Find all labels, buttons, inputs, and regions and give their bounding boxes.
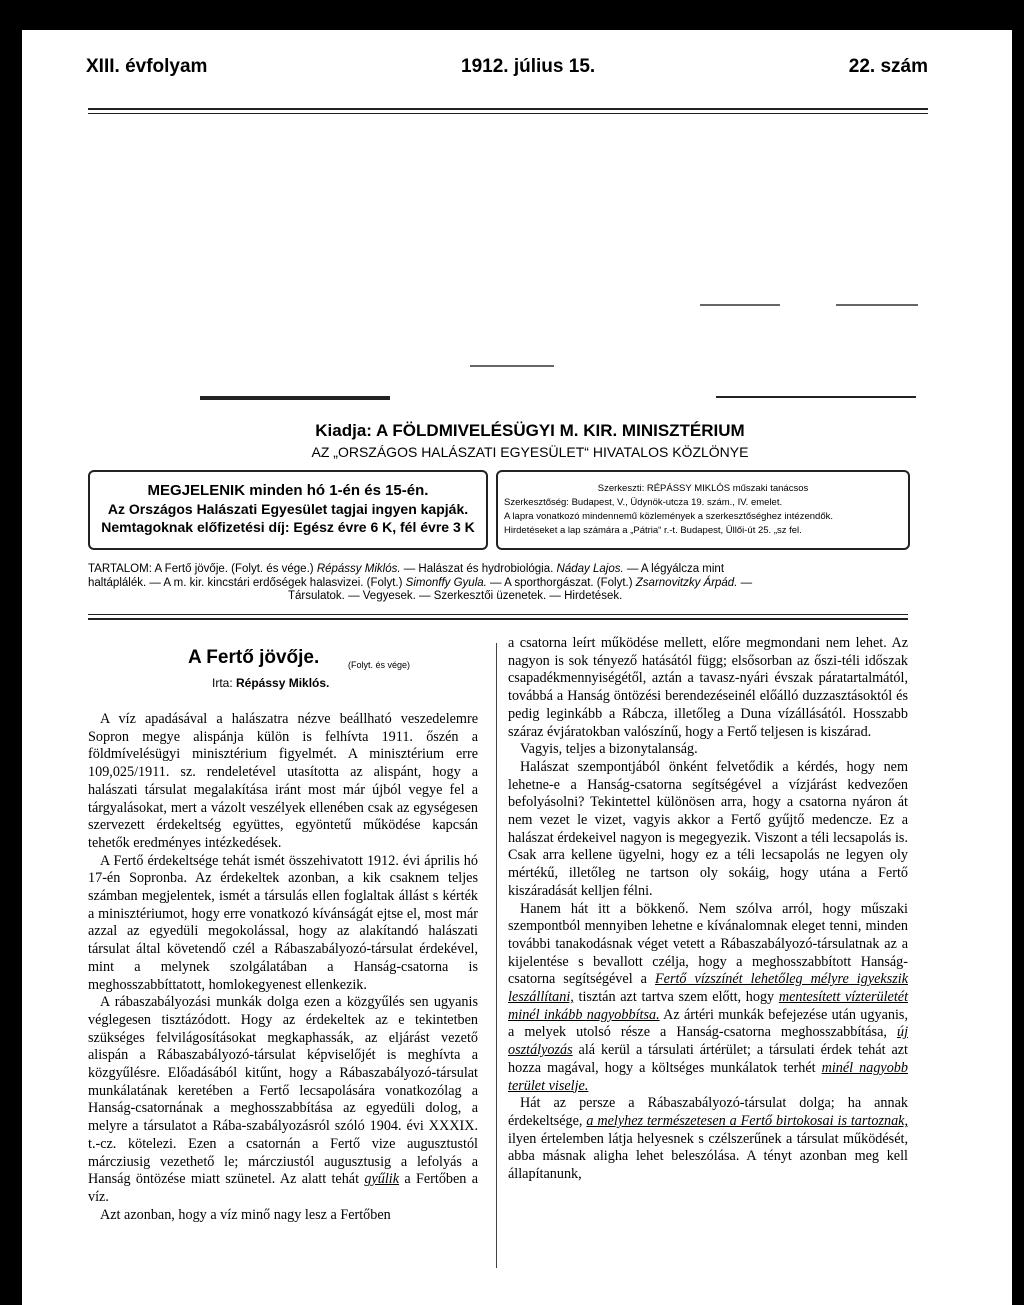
text-run: Hanem hát itt a bökkenő. Nem szólva arról, hogy műszaki szempontból mennyiben lehetne e kívánalomnak eleget tenni, minden további tanakodásnak véget vetett a Rábaszabályozó-társulatnak az a kijelentése s bevallott czélja, hogy a meghosszabbított Hanság-csatorna segítségével a <box>508 900 908 988</box>
paragraph <box>508 901 908 1096</box>
column-divider <box>496 643 497 1268</box>
submission-note: A lapra vonatkozó mindennemű közlemények a szerkesztőséghez intézendők. <box>504 511 833 522</box>
editorial-box <box>496 470 910 550</box>
advertising-note: Hirdetéseket a lap számára a „Pátria“ r.-t. Budapest, Üllői-út 25. „sz fel. <box>504 525 802 536</box>
paragraph: A Fertő érdekeltsége tehát ismét összehivatott 1912. évi április hó 17-én Sopronba. Az érdekeltek azonban, a kik csaknem teljes számban megjelentek, ismét a társulás ellen foglaltak állást s kérték a minisztériumot, hogy erre vonatkozó kívánságát ejtse el, most már azzal az egyedüli megokolással, hogy az alakítandó halászati társulat által követendő czél a Rábaszabályozó-társulat érdekével, mint a melynek szolgálatában a Hanság-csatorna is meghosszabbíttatott, homlokegyenest ellenkezik. <box>88 852 478 993</box>
paragraph: Vagyis, teljes a bizonytalanság. <box>520 741 698 758</box>
paragraph: Azt azonban, hogy a víz minő nagy lesz a Fertőben <box>100 1206 391 1223</box>
editor-line: Szerkeszti: RÉPÁSSY MIKLÓS műszaki tanácsos <box>597 483 809 494</box>
emphasis: gyűlik <box>364 1171 400 1188</box>
toc-entry: — Halászat és hydrobiológia. <box>403 563 554 575</box>
toc-entry: — A légyálcza mint <box>626 563 725 575</box>
volume-label: XIII. évfolyam <box>86 56 208 77</box>
continuation-note: (Folyt. és vége) <box>348 660 411 670</box>
paragraph: a csatorna leírt működése mellett, előre megmondani nem lehet. Az nagyon is sok tényező hatásától függ; elsősorban az őszi-téli időszak csapadékmennyiségétől, aztán a tavasz-nyári évszak páratartalmától, továbbá a Hanság öntözési berendezéseinél előálló duzzasztásoktól és pedig leginkább a Rábcza, illetőleg a Duna vízállásától. Hosszabb száraz évjáratokban valószínű, hogy a Fertő teljesen is kiszárad. <box>508 635 908 740</box>
text-run: ilyen értelemben látja helyesnek s czélszerűnek a társulat működését, abba másnak aligha lehet beleszólása. A tényt azonban meg kell állapítanunk, <box>508 1130 908 1183</box>
publisher-rule-right <box>716 396 916 398</box>
scan-edge <box>0 0 22 1305</box>
byline-label: Irta: <box>212 676 233 690</box>
paragraph: A víz apadásával a halászatra nézve beállható veszedelemre Sopron megye alispánja külön is felhívta 1911. őszén a földmívelésügyi minisztérium figyelmét. A minisztérium erre 109,025/1911. sz. rendeletével utasította az alispánt, hogy a halászati társulat megalakítása iránt most már újból vegye fel a tárgyalásokat, mert a vázolt veszélyek ellenében csak az egységesen szervezett érdekeltség együttes, egyöntetű működése kapcsán tehetők eredményes intézkedések. <box>88 711 478 851</box>
article-column-left <box>88 635 478 1224</box>
editorial-address: Szerkesztőség: Budapest, V., Üdynök-utcza 19. szám., IV. emelet. <box>504 497 783 508</box>
toc-entry: — <box>740 576 753 589</box>
subscription-price: Nemtagoknak előfizetési díj: Egész évre 6 K, fél évre 3 K <box>101 519 475 535</box>
publisher-line: Kiadja: A FÖLDMIVELÉSÜGYI M. KIR. MINISZTÉRIUM <box>315 421 745 440</box>
text-run: a Fertőben a víz. <box>88 1171 479 1205</box>
publisher-rule-left <box>200 396 390 400</box>
toc-author: Náday Lajos. <box>556 563 624 575</box>
toc-author: Simonffy Gyula. <box>405 576 487 589</box>
masthead-rule-top <box>88 108 928 110</box>
scan-smudge <box>700 304 780 306</box>
text-run: A rábaszabályozási munkák dolga ezen a közgyűlés sen ugyanis véglegesen tisztázódott. Hogy az érdekeltek az e tekintetben szükséges felvilágosításokat megkaphassák, az eljárást vezető alispán a Rábaszabályozó-társulat képviselőjét is meghívta a közgyűlésre. Előadásából kitűnt, hogy a Rábaszabályozó-társulat munkálatának keretében a Fertő lecsapolására vonatkozólag a Hanság-csatornának a meghosszabbítása az egyedüli dolog, a melyre a társulatot a Rába-szabályozásról szóló 1904. évi XXXIX. t.-cz. kötelezi. Ezen a csatornán a Fertő vize augusztustól márcziusig vezethető le; márcziustól augusztusig a lefolyás a Hanság öntözése miatt szünetel. Az alatt tehát <box>88 994 478 1188</box>
toc-line-3: Társulatok. — Vegyesek. — Szerkesztői üzenetek. — Hirdetések. <box>288 590 623 602</box>
article-title: A Fertő jövője. <box>188 647 320 668</box>
paragraph: Halászat szempontjából önként felvetődik a kérdés, hogy nem lehetne-e a Hanság-csatorna segítségével a vízjárást kedvezően befolyásolni? Tekintettel különösen arra, hogy a csatorna nyáron át nem vezet le vizet, vagyis akkor a Fertő gyűjtő medencze. Ez a halászat érdekeivel nagyon is megegyezik. Viszont a téli lecsapolás is. Csak arra kellene ügyelni, hogy ez a téli lecsapolás ne legyen oly mértékű, illetőleg ne tartson oly sokáig, hogy utána a Fertő kiszáradását kelljen félni. <box>508 758 908 899</box>
emphasis: minél nagyobb terület viselje. <box>508 1059 908 1094</box>
text-run: alá kerül a társulati ártérület; a társulati érdek tehát azt hozza magával, hogy a költséges munkálatok terhét <box>508 1042 909 1076</box>
masthead-rule-bottom <box>88 113 928 114</box>
text-run: tisztán azt tartva szem előtt, hogy <box>578 989 775 1006</box>
emphasis: mentesített vízterületét minél inkább nagyobbítsa. <box>508 989 909 1023</box>
toc-entry: TARTALOM: A Fertő jövője. (Folyt. és vége.) <box>88 563 314 575</box>
paragraph <box>88 994 478 1206</box>
text-run: Hát az persze a Rábaszabályozó-társulat dolga; ha annak érdekeltsége, <box>508 1095 908 1129</box>
scan-smudge <box>470 365 554 367</box>
table-of-contents <box>88 563 908 604</box>
article-column-right <box>508 635 908 1184</box>
emphasis: Fertő vízszínét lehetőleg mélyre igyekszik leszállítani, <box>508 971 908 1006</box>
emphasis: a melyhez természetesen a Fertő birtokosai is tartoznak, <box>586 1112 909 1129</box>
toc-entry: haltáplálék. — A m. kir. kincstári erdőségek halasvizei. (Folyt.) <box>88 576 403 589</box>
text-run: Az ártéri munkák befejezése után ugyanis, a melyek utolsó része a Hanság-csatorna meghosszabbítása, <box>508 1006 908 1041</box>
paragraph <box>508 1095 908 1184</box>
masthead <box>86 56 928 78</box>
toc-author: Répássy Miklós. <box>316 563 401 575</box>
toc-line-1 <box>88 563 908 577</box>
toc-rule-top <box>88 614 908 615</box>
toc-entry: — A sporthorgászat. (Folyt.) <box>490 576 633 589</box>
scan-smudge <box>836 304 918 306</box>
article-byline <box>212 675 329 693</box>
issue-date: 1912. július 15. <box>461 56 596 77</box>
toc-author: Zsarnovitzky Árpád. <box>635 576 738 589</box>
member-note: Az Országos Halászati Egyesület tagjai ingyen kapják. <box>107 501 469 517</box>
article-header <box>88 635 478 711</box>
gazette-line: AZ „ORSZÁGOS HALÁSZATI EGYESÜLET“ HIVATALOS KÖZLÖNYE <box>311 444 749 460</box>
emphasis: új osztályozás <box>508 1024 909 1059</box>
publication-schedule: MEGJELENIK minden hó 1-én és 15-én. <box>147 482 429 499</box>
toc-line-2 <box>88 577 908 591</box>
toc-rule-bottom <box>88 618 908 620</box>
issue-number: 22. szám <box>848 56 928 77</box>
author-name: Répássy Miklós. <box>236 676 330 690</box>
subscription-box <box>88 470 488 550</box>
